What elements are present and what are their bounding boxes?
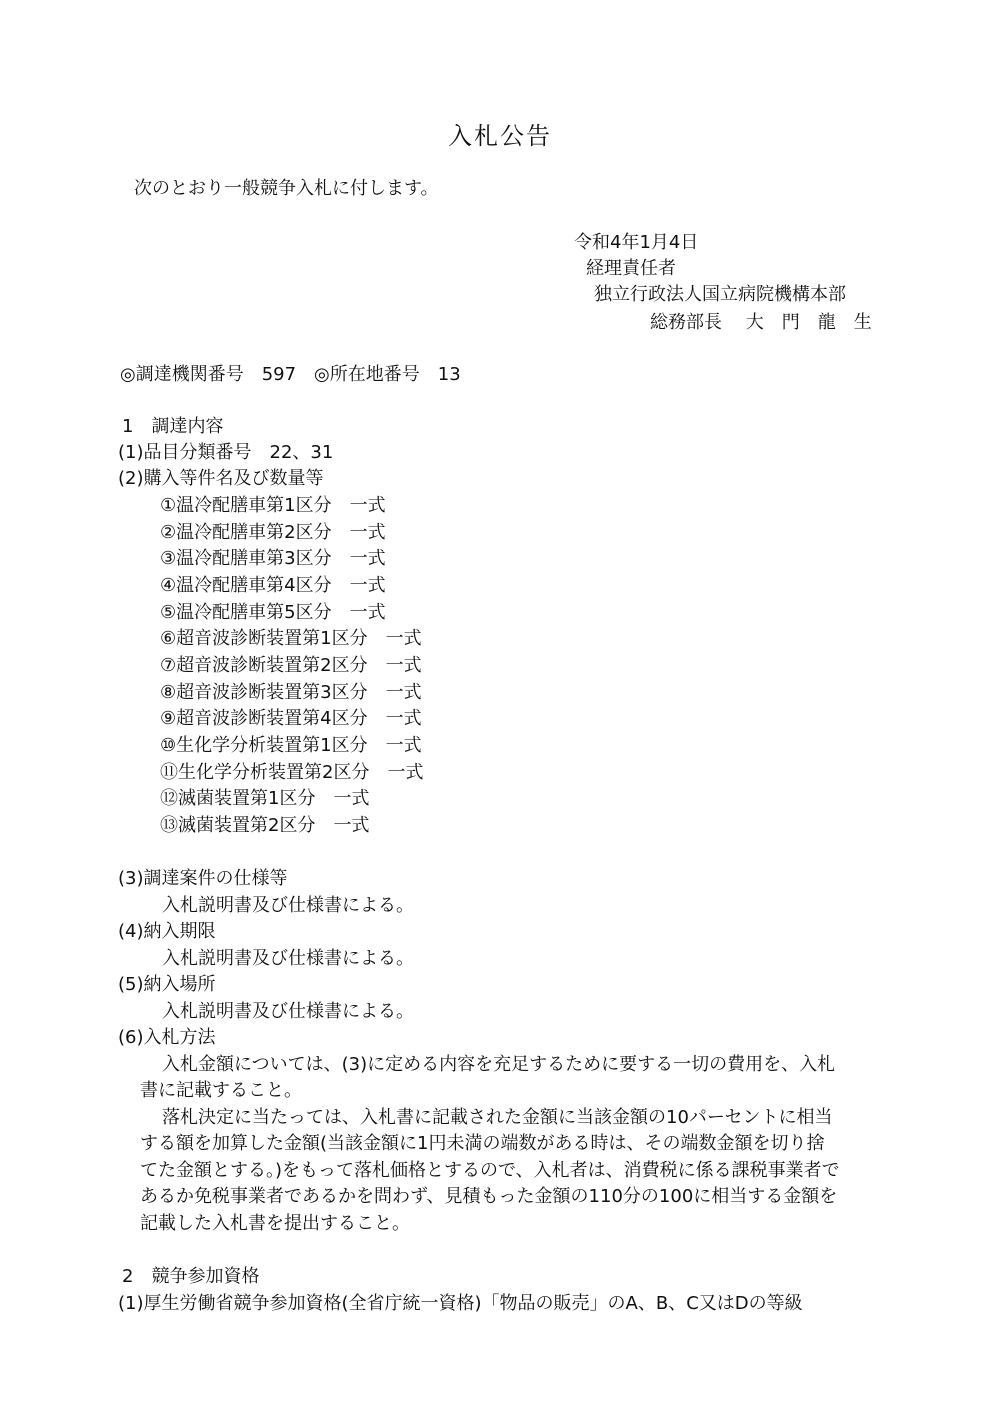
paragraph-line: あるか免税事業者であるかを問わず、見積もった金額の110分の100に相当する金額を: [140, 1186, 838, 1207]
spec-heading: (3)調達案件の仕様等: [118, 868, 288, 889]
intro-text: 次のとおり一般競争入札に付します。: [134, 178, 439, 199]
section-1-heading: 1 調達内容: [122, 416, 224, 437]
paragraph-line: 記載した入札書を提出すること。: [140, 1213, 410, 1234]
procurement-numbers: ◎調達機関番号 597 ◎所在地番号 13: [120, 364, 461, 385]
spec-body: 入札説明書及び仕様書による。: [162, 895, 414, 916]
issuer-role: 経理責任者: [586, 258, 676, 279]
list-item: ⑦超音波診断装置第2区分 一式: [160, 655, 422, 676]
paragraph-line: 落札決定に当たっては、入札書に記載された金額に当該金額の10パーセントに相当: [162, 1107, 833, 1128]
list-item: ①温冷配膳車第1区分 一式: [160, 495, 386, 516]
paragraph-line: 書に記載すること。: [140, 1080, 302, 1101]
list-item: ②温冷配膳車第2区分 一式: [160, 522, 386, 543]
delivery-deadline-body: 入札説明書及び仕様書による。: [162, 948, 414, 969]
list-item: ④温冷配膳車第4区分 一式: [160, 575, 386, 596]
delivery-place-body: 入札説明書及び仕様書による。: [162, 1001, 414, 1022]
list-item: ⑬滅菌装置第2区分 一式: [160, 815, 370, 836]
list-item: ⑨超音波診断装置第4区分 一式: [160, 708, 422, 729]
item-classification: (1)品目分類番号 22、31: [118, 442, 334, 463]
paragraph-line: 入札金額については、(3)に定める内容を充足するために要する一切の費用を、入札: [162, 1054, 836, 1075]
list-item: ⑩生化学分析装置第1区分 一式: [160, 735, 422, 756]
list-item: ⑫滅菌装置第1区分 一式: [160, 788, 370, 809]
list-item: ⑧超音波診断装置第3区分 一式: [160, 682, 422, 703]
issuer-org: 独立行政法人国立病院機構本部: [594, 284, 846, 305]
delivery-place-heading: (5)納入場所: [118, 974, 216, 995]
delivery-deadline-heading: (4)納入期限: [118, 921, 216, 942]
list-item: ③温冷配膳車第3区分 一式: [160, 548, 386, 569]
paragraph-line: てた金額とする。)をもって落札価格とするので、入札者は、消費税に係る課税事業者で: [140, 1160, 840, 1181]
page-title: 入札公告: [448, 122, 552, 150]
qualification-line: (1)厚生労働省競争参加資格(全省庁統一資格)「物品の販売」のA、B、C又はDの等級: [118, 1293, 803, 1314]
issue-date: 令和4年1月4日: [574, 232, 699, 253]
issuer-person: 総務部長 大 門 龍 生: [650, 312, 872, 333]
bid-method-heading: (6)入札方法: [118, 1027, 216, 1048]
list-item: ⑥超音波診断装置第1区分 一式: [160, 628, 422, 649]
section-2-heading: 2 競争参加資格: [122, 1266, 260, 1287]
purchase-items-heading: (2)購入等件名及び数量等: [118, 468, 324, 489]
paragraph-line: する額を加算した金額(当該金額に1円未満の端数がある時は、その端数金額を切り捨: [140, 1133, 825, 1154]
list-item: ⑪生化学分析装置第2区分 一式: [160, 762, 424, 783]
list-item: ⑤温冷配膳車第5区分 一式: [160, 602, 386, 623]
